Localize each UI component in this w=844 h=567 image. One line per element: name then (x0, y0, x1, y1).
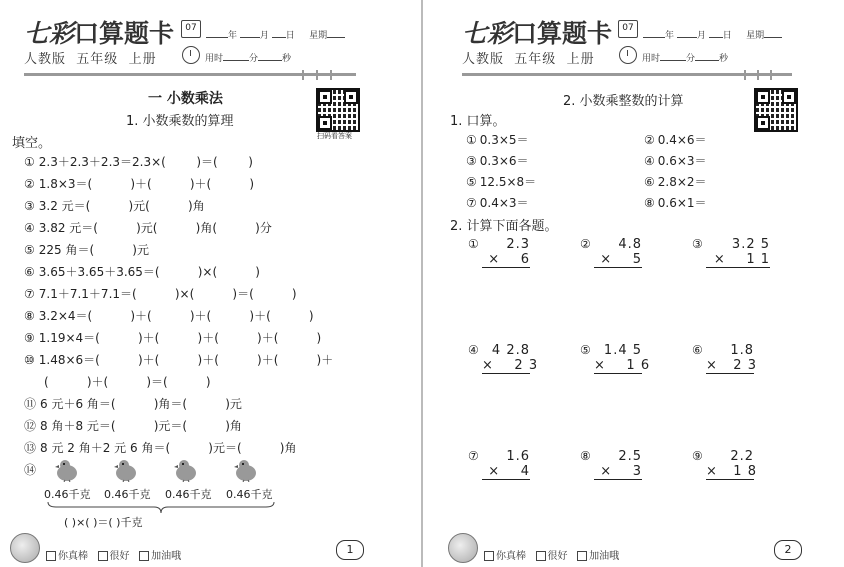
chick-formula: ( )×( )＝( )千克 (64, 516, 143, 529)
item-number: ⑦ (466, 196, 477, 210)
qr-code (316, 88, 360, 132)
header-divider (24, 73, 356, 76)
item-text: 1.8×3＝( )＋( )＋( ) (38, 177, 255, 191)
item-number: ⑨ (692, 449, 703, 463)
oral-item (466, 173, 536, 190)
brand-name: 口算题卡 (74, 19, 175, 48)
vertical-multiplication (706, 343, 757, 374)
part1-label: 1. 口算。 (450, 114, 506, 129)
item-text: 3.2 元＝( )元( )角 (38, 199, 205, 213)
weight-label: 0.46千克 (104, 488, 151, 501)
rating-row: 你真棒 很好 加油哦 (484, 547, 619, 562)
intro-label: 填空。 (12, 136, 52, 151)
header-divider (462, 73, 792, 76)
item-number: ③ (692, 237, 703, 251)
item-number: ⑥ (644, 175, 655, 189)
chick-icon (114, 458, 138, 482)
multiplicand: 4.8 (618, 237, 642, 252)
item-number: ⑥ (692, 343, 703, 357)
date-line: 年 月 日 星期 (643, 28, 782, 41)
item-number: ⑥ (24, 265, 35, 279)
checkbox-icon[interactable] (484, 551, 494, 561)
item-number: ⑪ (24, 397, 37, 411)
item-text: 2.3＋2.3＋2.3＝2.3×( )＝( ) (38, 155, 253, 169)
fill-blank-item (24, 153, 253, 170)
vertical-multiplication (594, 343, 651, 374)
item-text: 3.82 元＝( )元( )角( )分 (38, 221, 272, 235)
item-number: ⑩ (24, 353, 35, 367)
multiplier: × 2 3 (482, 358, 539, 373)
section-title: 2. 小数乘整数的计算 (563, 94, 684, 109)
checkbox-icon[interactable] (98, 551, 108, 561)
item-text: 0.3×6＝ (479, 154, 529, 168)
item-text: 0.3×5＝ (479, 133, 529, 147)
multiplicand: 1.6 (506, 449, 530, 464)
fill-blank-item (24, 351, 333, 368)
calendar-icon: 07 (181, 20, 201, 38)
vertical-multiplication (482, 449, 530, 480)
item-number: ② (644, 133, 655, 147)
item-number: ④ (468, 343, 479, 357)
oral-item (466, 194, 529, 211)
multiplier: × 5 (594, 252, 642, 268)
multiplier: × 3 (594, 464, 642, 480)
divider-tick (744, 70, 746, 80)
vertical-multiplication (706, 237, 770, 268)
chick-icon (174, 458, 198, 482)
vertical-multiplication (482, 237, 530, 268)
date-line: 年 月 日 星期 (206, 28, 345, 41)
edition-line (24, 48, 157, 67)
multiplicand: 2.2 (730, 449, 754, 464)
multiplicand: 2.3 (506, 237, 530, 252)
divider-tick (302, 70, 304, 80)
multiplier: × 4 (482, 464, 530, 480)
item-number: ① (24, 155, 35, 169)
multiplicand: 1.8 (730, 343, 754, 358)
item-text: 1.48×6＝( )＋( )＋( )＋( )＋ (38, 353, 334, 367)
volume: 上册 (128, 52, 157, 67)
item-text: ( )＋( )＝( ) (44, 375, 211, 389)
oral-item (466, 131, 529, 148)
fill-blank-item (44, 373, 211, 390)
divider-tick (770, 70, 772, 80)
item-number: ③ (466, 154, 477, 168)
item-number: ⑦ (468, 449, 479, 463)
fill-blank-item (24, 329, 321, 346)
item-number: ⑬ (24, 441, 37, 455)
weight-label: 0.46千克 (44, 488, 91, 501)
item-number: ⑨ (24, 331, 35, 345)
mascot-icon (448, 533, 478, 563)
item-number: ③ (24, 199, 35, 213)
page-number: 2 (774, 540, 802, 560)
multiplier: × 2 3 (706, 358, 757, 373)
multiplicand: 2.5 (618, 449, 642, 464)
rating-row: 你真棒 很好 加油哦 (46, 547, 181, 562)
oral-item (644, 194, 707, 211)
vertical-multiplication (706, 449, 757, 480)
item-text: 6 元＋6 角＝( )角＝( )元 (40, 397, 242, 411)
item-number: ⑫ (24, 419, 37, 433)
edition-line: 人教版 五年级 上册 (462, 52, 595, 67)
item-number: ⑤ (24, 243, 35, 257)
brand-title (24, 14, 174, 50)
fill-blank-item (24, 417, 242, 434)
vertical-multiplication (594, 237, 642, 268)
item-number: ② (24, 177, 35, 191)
multiplicand: 4 2.8 (491, 343, 530, 358)
fill-blank-item (24, 307, 314, 324)
multiplicand: 3.2 5 (731, 237, 770, 252)
time-line: 用时 分 秒 (642, 51, 728, 64)
unit-title: 一 小数乘法 (148, 91, 223, 107)
item-number: ④ (24, 221, 35, 235)
item-text: 1.19×4＝( )＋( )＋( )＋( ) (38, 331, 322, 345)
section-title: 1. 小数乘数的算理 (126, 114, 234, 129)
fill-blank-item (24, 263, 260, 280)
divider-tick (330, 70, 332, 80)
brand-name: 口算题卡 (512, 19, 613, 48)
item-number: ④ (644, 154, 655, 168)
item-number: ① (466, 133, 477, 147)
brand-logo: 七彩 (24, 19, 75, 48)
checkbox-icon[interactable] (139, 551, 149, 561)
fill-blank-item (24, 461, 40, 478)
clock-icon (182, 46, 200, 64)
time-line: 用时 分 秒 (205, 51, 291, 64)
item-number: ⑧ (580, 449, 591, 463)
checkbox-icon[interactable] (46, 551, 56, 561)
chick-icon (234, 458, 258, 482)
vertical-multiplication (594, 449, 642, 480)
item-number: ⑧ (24, 309, 35, 323)
page-right (422, 0, 844, 567)
item-number: ⑤ (466, 175, 477, 189)
item-text: 8 元 2 角＋2 元 6 角＝( )元＝( )角 (40, 441, 297, 455)
item-text: 7.1＋7.1＋7.1＝( )×( )＝( ) (38, 287, 297, 301)
item-text: 0.4×6＝ (657, 133, 707, 147)
multiplier: × 1 8 (706, 464, 757, 479)
multiplier: × 1 6 (594, 358, 651, 373)
clock-icon (619, 46, 637, 64)
oral-item (644, 131, 707, 148)
multiplier: × 1 1 (706, 252, 770, 268)
item-text: 225 角＝( )元 (38, 243, 149, 257)
item-number: ① (468, 237, 479, 251)
weight-label: 0.46千克 (226, 488, 273, 501)
item-text: 8 角＋8 元＝( )元＝( )角 (40, 419, 242, 433)
item-number: ② (580, 237, 591, 251)
oral-item (466, 152, 529, 169)
brand-title (462, 14, 612, 50)
oral-item (644, 152, 707, 169)
item-number: ⑤ (580, 343, 591, 357)
brand-logo: 七彩 (462, 19, 513, 48)
multiplicand: 1.4 5 (603, 343, 642, 358)
item-number: ⑧ (644, 196, 655, 210)
checkbox-icon[interactable] (577, 551, 587, 561)
fill-blank-item (24, 219, 272, 236)
item-text: 3.2×4＝( )＋( )＋( )＋( ) (38, 309, 314, 323)
item-text: 3.65＋3.65＋3.65＝( )×( ) (38, 265, 260, 279)
fill-blank-item (24, 241, 149, 258)
fill-blank-item (24, 175, 254, 192)
fill-blank-item (24, 197, 205, 214)
part2-label: 2. 计算下面各题。 (450, 219, 558, 234)
item-text: 0.6×3＝ (657, 154, 707, 168)
item-text: 0.6×1＝ (657, 196, 707, 210)
multiplier: × 6 (482, 252, 530, 268)
chick-icon (55, 458, 79, 482)
qr-code (754, 88, 798, 132)
fill-blank-item (24, 439, 296, 456)
mascot-icon (10, 533, 40, 563)
item-text: 0.4×3＝ (479, 196, 529, 210)
divider-tick (757, 70, 759, 80)
grade: 五年级 (76, 52, 119, 67)
brace (46, 500, 276, 514)
item-text: 12.5×8＝ (479, 175, 537, 189)
item-number: ⑭ (24, 463, 37, 477)
item-text: 2.8×2＝ (657, 175, 707, 189)
qr-caption: 扫码看答案 (317, 132, 352, 140)
fill-blank-item (24, 285, 297, 302)
fill-blank-item (24, 395, 242, 412)
divider-tick (316, 70, 318, 80)
vertical-multiplication (482, 343, 539, 374)
edition: 人教版 (24, 52, 67, 67)
page-number: 1 (336, 540, 364, 560)
calendar-icon: 07 (618, 20, 638, 38)
checkbox-icon[interactable] (536, 551, 546, 561)
weight-label: 0.46千克 (165, 488, 212, 501)
oral-item (644, 173, 707, 190)
item-number: ⑦ (24, 287, 35, 301)
